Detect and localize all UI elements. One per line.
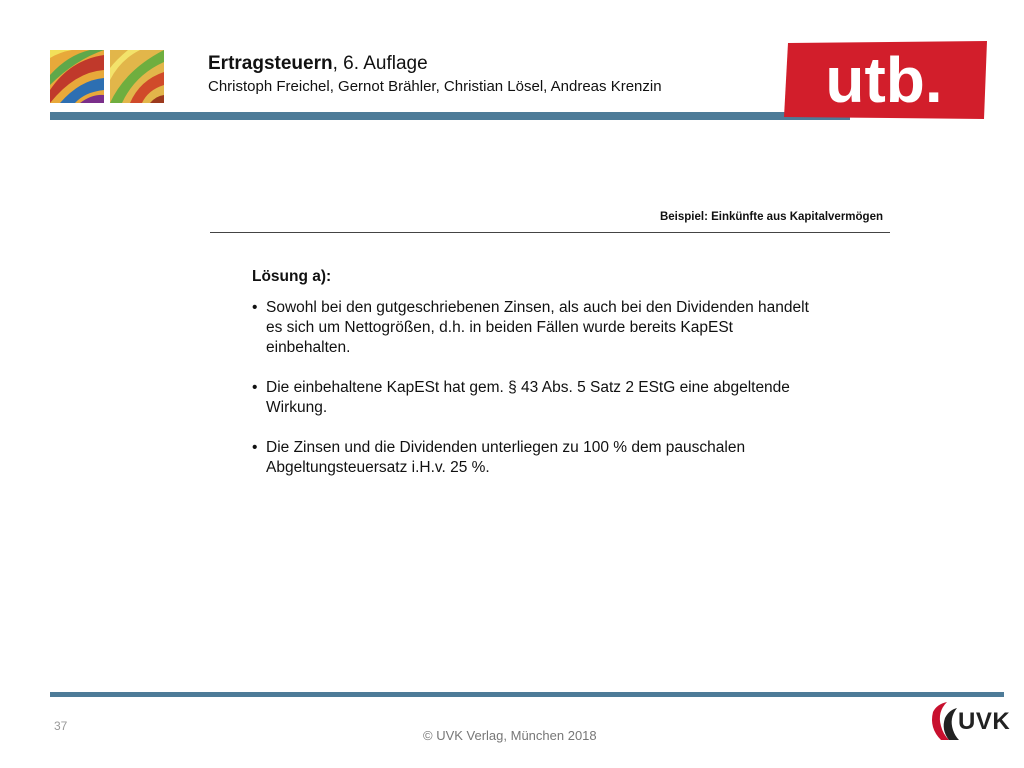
utb-logo-text: utb. <box>825 44 943 116</box>
footer-divider <box>50 692 1004 697</box>
bullet-line: Wirkung. <box>266 399 328 416</box>
bullet-line: Die einbehaltene KapESt hat gem. § 43 Abs. 5 Satz 2 EStG eine abgeltende <box>266 379 790 396</box>
copyright-notice: © UVK Verlag, München 2018 <box>423 728 597 743</box>
bullet-item <box>252 438 882 478</box>
bullet-line: es sich um Nettogrößen, d.h. in beiden Fällen wurde bereits KapESt <box>266 319 733 336</box>
bullet-dot: • <box>252 439 258 456</box>
utb-logo <box>784 41 987 119</box>
bullet-item <box>252 298 882 358</box>
page-number: 37 <box>54 719 68 733</box>
solution-heading: Lösung a): <box>252 268 332 285</box>
book-title-edition: , 6. Auflage <box>332 53 428 74</box>
book-title-main: Ertragsteuern <box>208 53 333 74</box>
bullet-dot: • <box>252 299 258 316</box>
book-title <box>208 53 428 75</box>
bullet-dot: • <box>252 379 258 396</box>
book-authors: Christoph Freichel, Gernot Brähler, Christian Lösel, Andreas Krenzin <box>208 78 662 95</box>
section-divider <box>210 232 890 233</box>
bullet-line: Abgeltungsteuersatz i.H.v. 25 %. <box>266 459 490 476</box>
bullet-line: Die Zinsen und die Dividenden unterliegen zu 100 % dem pauschalen <box>266 439 746 456</box>
uvk-logo-text: UVK <box>958 708 1011 735</box>
bullet-line: einbehalten. <box>266 339 351 356</box>
slide-content <box>252 267 882 498</box>
bullet-item <box>252 378 882 418</box>
section-label: Beispiel: Einkünfte aus Kapitalvermögen <box>659 211 883 223</box>
bullet-line: Sowohl bei den gutgeschriebenen Zinsen, als auch bei den Dividenden handelt <box>266 299 809 316</box>
cover-art-image-2 <box>110 50 164 103</box>
cover-art-image-1 <box>50 50 104 103</box>
header-divider <box>50 112 850 120</box>
